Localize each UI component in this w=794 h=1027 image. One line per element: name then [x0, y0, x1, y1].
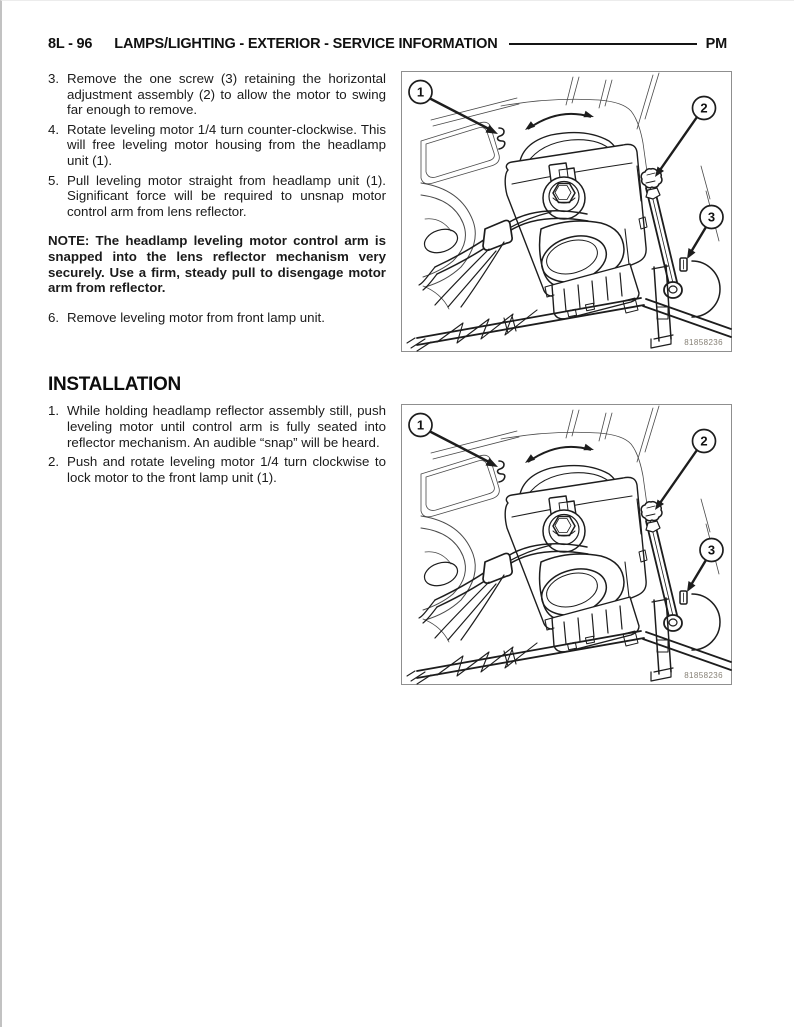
- step-number: 4.: [48, 121, 60, 137]
- step-text: Remove the one screw (3) retaining the horizontal adjustment assembly (2) to allow the motor to swing far enough to remove.: [67, 71, 386, 118]
- installation-step-2: [48, 454, 386, 485]
- step-number: 6.: [48, 309, 60, 325]
- installation-step-1: [48, 403, 386, 450]
- removal-step-6: [48, 310, 386, 326]
- step-text: Rotate leveling motor 1/4 turn counter-clockwise. This will free leveling motor housing from the headlamp unit (1).: [67, 121, 386, 168]
- page-number: 8L - 96: [48, 36, 93, 52]
- removal-step-3: [48, 71, 386, 118]
- step-number: 3.: [48, 71, 60, 86]
- removal-step-5: [48, 173, 386, 220]
- callout-2-label: 2: [700, 433, 708, 449]
- step-number: 1.: [48, 403, 60, 419]
- callout-1-label: 1: [416, 84, 425, 100]
- figure-number: 81858236: [684, 338, 723, 347]
- callout-2-label: 2: [700, 100, 708, 116]
- text-column: [48, 71, 386, 489]
- callout-3-label: 3: [707, 209, 716, 225]
- step-number: 5.: [48, 172, 60, 188]
- header-rule: [509, 43, 696, 45]
- installation-heading: INSTALLATION: [48, 374, 181, 396]
- step-text: While holding headlamp reflector assembly still, push leveling motor until control arm is fully seated into reflector mechanism. An audible “snap” will be heard.: [67, 403, 386, 450]
- callout-1-label: 1: [416, 417, 425, 433]
- callout-3-label: 3: [707, 542, 716, 558]
- step-number: 2.: [48, 454, 60, 470]
- figure-number: 81858236: [684, 671, 723, 680]
- page-header: [48, 36, 727, 52]
- note-paragraph: NOTE: The headlamp leveling motor control arm is snapped into the lens reflector mechanism very securely. Use a firm, steady pull to disengage motor arm from reflector.: [48, 233, 386, 296]
- manual-code: PM: [705, 36, 727, 52]
- page-title: LAMPS/LIGHTING - EXTERIOR - SERVICE INFORMATION: [114, 36, 498, 52]
- figure-leveling-motor-removal: [401, 71, 732, 352]
- figure-leveling-motor-installation: [401, 404, 732, 685]
- step-text: Pull leveling motor straight from headlamp unit (1). Significant force will be required to unsnap motor control arm from lens reflector.: [67, 172, 386, 219]
- removal-step-4: [48, 122, 386, 169]
- step-text: Push and rotate leveling motor 1/4 turn clockwise to lock motor to the front lamp unit (1).: [67, 454, 386, 485]
- step-text: Remove leveling motor from front lamp unit.: [67, 309, 325, 325]
